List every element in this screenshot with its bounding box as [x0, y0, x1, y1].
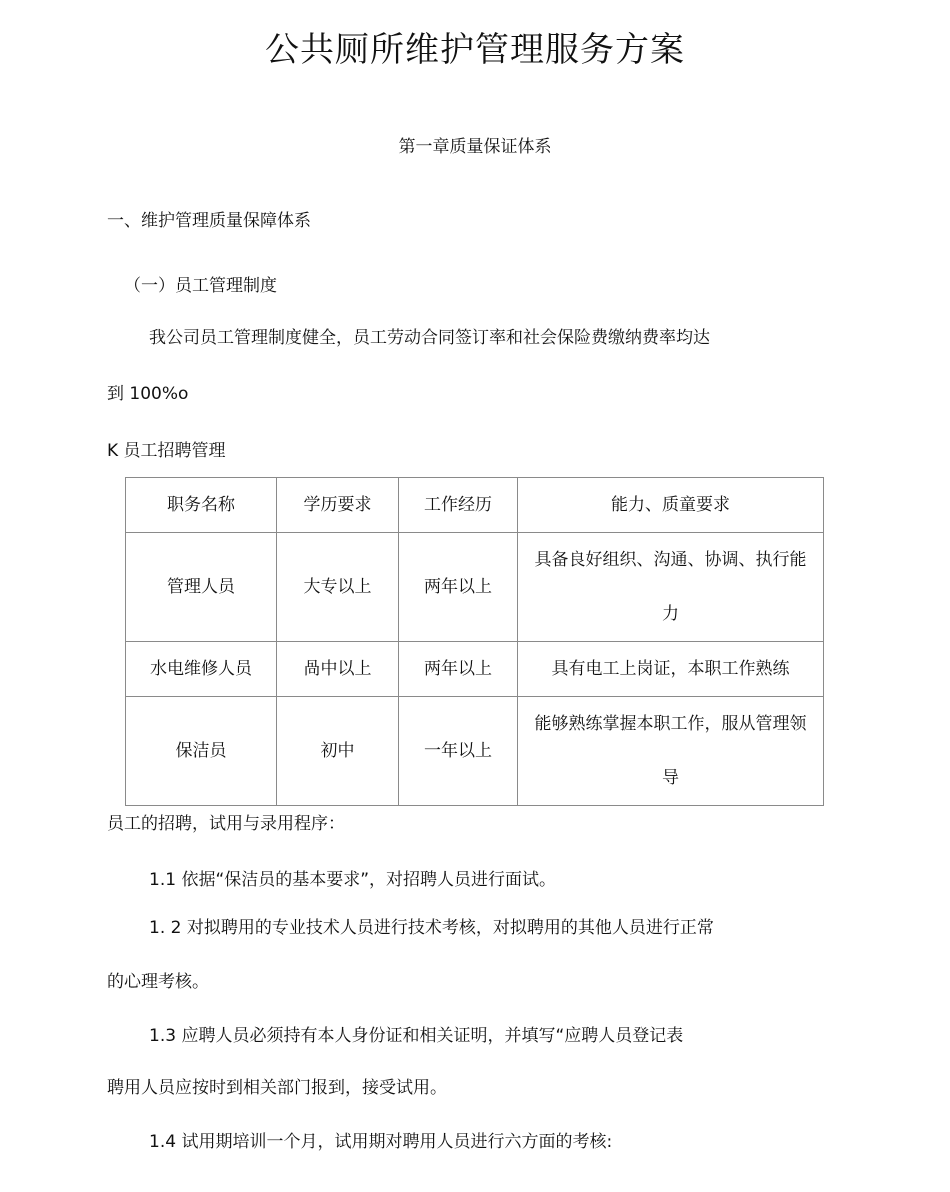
cell-experience: 一年以上	[399, 697, 518, 806]
cell-ability: 具有电工上岗证，本职工作熟练	[518, 642, 824, 697]
procedure-item-1: 1.1 依据“保洁员的基本要求”，对招聘人员进行面试。	[149, 870, 557, 890]
cell-experience: 两年以上	[399, 533, 518, 642]
procedure-item-4: 1.4 试用期培训一个月，试用期对聘用人员进行六方面的考核:	[149, 1132, 613, 1152]
cell-education: 大专以上	[277, 533, 399, 642]
cell-education: 咼中以上	[277, 642, 399, 697]
table-row	[126, 533, 824, 642]
table-caption: K 员工招聘管理	[107, 441, 226, 461]
table-row	[126, 642, 824, 697]
cell-position: 水电维修人员	[126, 642, 277, 697]
cell-experience: 两年以上	[399, 642, 518, 697]
procedure-item-3-line-1: 1.3 应聘人员必须持有本人身份证和相关证明，并填写“应聘人员登记表	[149, 1026, 684, 1046]
chapter-heading: 第一章质量保证体系	[398, 137, 552, 157]
header-cell-education: 学历要求	[277, 478, 399, 533]
recruitment-table	[125, 477, 824, 806]
procedure-item-2-line-2: 的心理考核。	[107, 972, 209, 992]
header-cell-ability: 能力、质童要求	[518, 478, 824, 533]
procedure-item-3-line-2: 聘用人员应按时到相关部门报到，接受试用。	[107, 1078, 447, 1098]
header-cell-position: 职务名称	[126, 478, 277, 533]
procedure-title: 员工的招聘，试用与录用程序：	[107, 814, 345, 834]
cell-ability: 具备良好组织、沟通、协调、执行能力	[518, 533, 824, 642]
cell-ability: 能够熟练掌握本职工作，服从管理领导	[518, 697, 824, 806]
header-cell-experience: 工作经历	[399, 478, 518, 533]
table-row	[126, 697, 824, 806]
intro-paragraph-line-1: 我公司员工管理制度健全，员工劳动合同签订率和社会保险费缴纳费率均达	[149, 328, 710, 348]
document-title: 公共厕所维护管理服务方案	[265, 30, 685, 70]
section-heading: 一、维护管理质量保障体系	[107, 211, 311, 231]
table-header-row	[126, 478, 824, 533]
subsection-heading: （一）员工管理制度	[124, 276, 277, 296]
procedure-item-2-line-1: 1. 2 对拟聘用的专业技术人员进行技术考核，对拟聘用的其他人员进行正常	[149, 918, 714, 938]
intro-paragraph-line-2: 到 100%o	[107, 384, 189, 404]
cell-education: 初中	[277, 697, 399, 806]
cell-position: 管理人员	[126, 533, 277, 642]
cell-position: 保洁员	[126, 697, 277, 806]
